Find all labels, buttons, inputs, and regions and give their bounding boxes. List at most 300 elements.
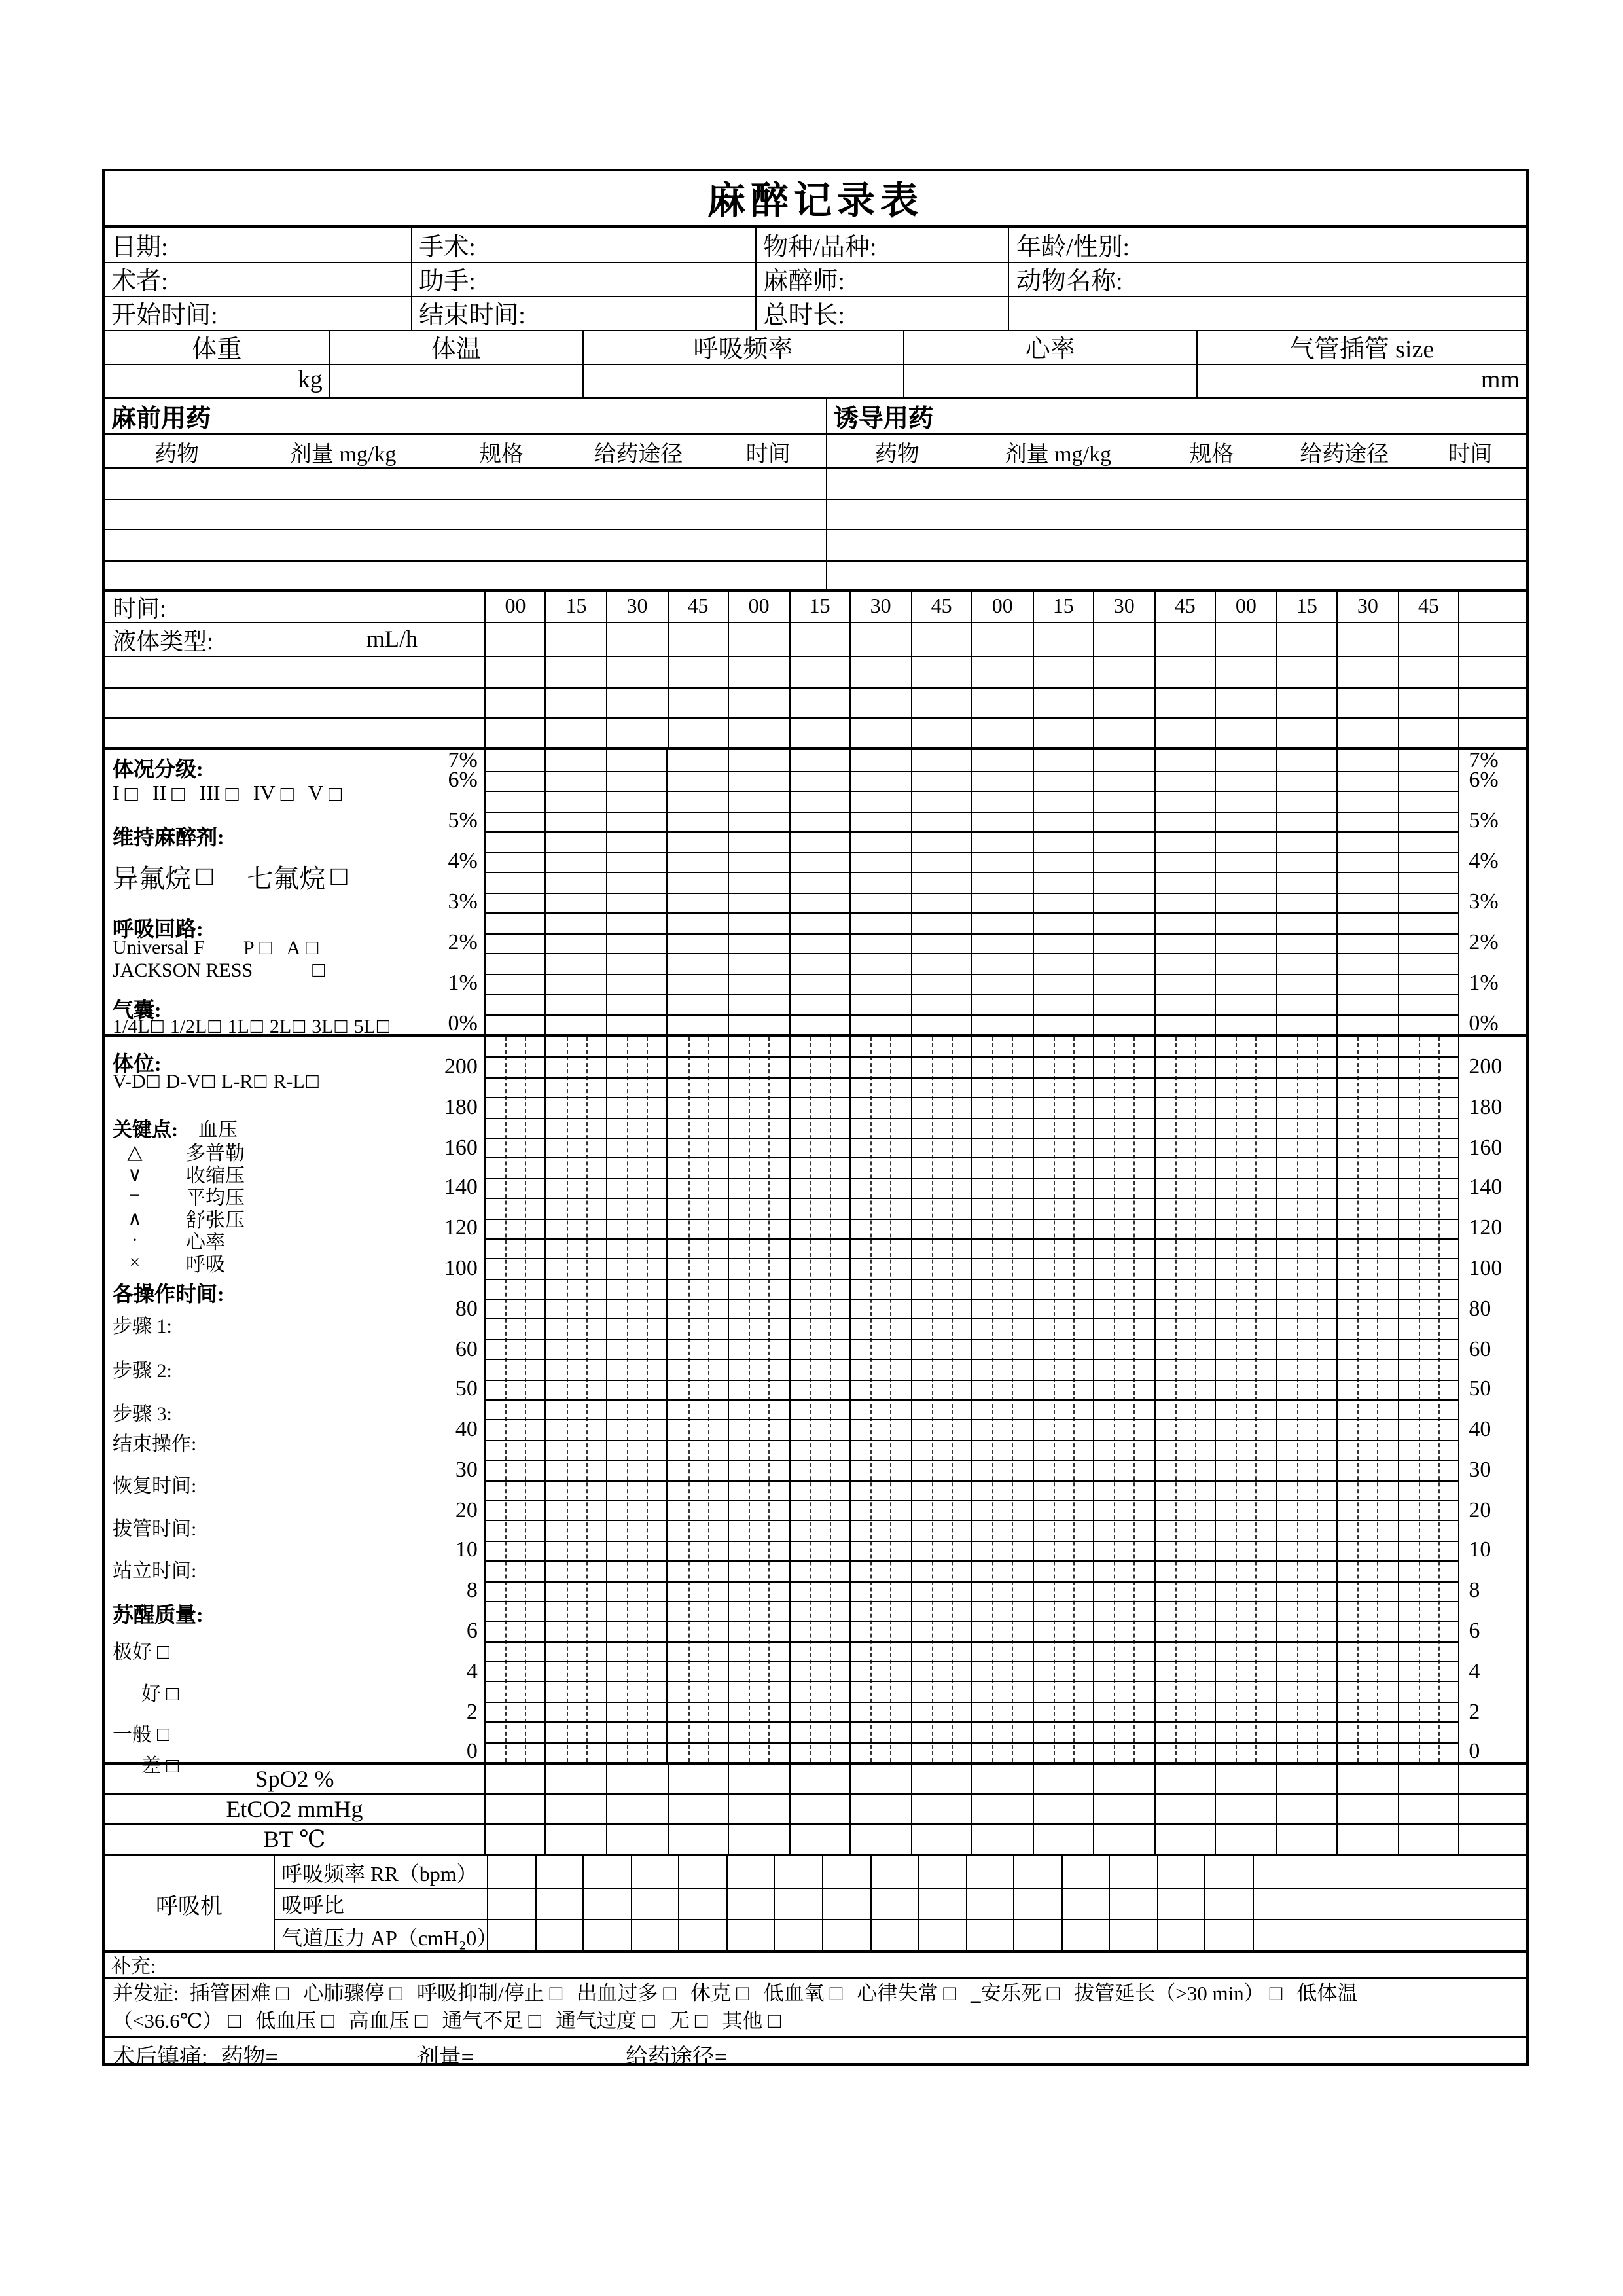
grid-cell[interactable] [918,1856,965,1888]
checkbox-icon[interactable] [293,1016,305,1039]
grid-cell[interactable] [1275,1825,1336,1854]
grid-cell[interactable] [1032,719,1093,747]
checkbox-option[interactable] [113,857,213,895]
checkbox-icon[interactable] [228,2007,241,2035]
grid-cell[interactable] [728,1765,789,1793]
time-cell[interactable] [789,592,849,622]
grid-cell[interactable] [774,1889,822,1919]
grid-cell[interactable] [606,1795,667,1823]
grid-cell[interactable] [1032,689,1093,717]
grid-cell[interactable] [849,1765,910,1793]
checkbox-option[interactable] [857,1980,956,2007]
checkbox-icon[interactable] [663,1980,676,2007]
grid-cell[interactable] [1154,689,1215,717]
grid-cell[interactable] [606,1825,667,1854]
grid-cell[interactable] [679,1856,726,1888]
time-cell[interactable] [1275,592,1336,622]
supplement-row[interactable] [105,1953,1526,1979]
grid-cell[interactable] [1154,1825,1215,1854]
checkbox-option[interactable] [227,1016,262,1039]
checkbox-icon[interactable] [550,1980,563,2007]
checkbox-option[interactable] [722,2007,781,2035]
grid-cell[interactable] [971,689,1032,717]
time-cell[interactable] [667,592,728,622]
postop-row[interactable] [105,2038,1526,2070]
grid-cell[interactable] [971,1825,1032,1854]
time-cell[interactable] [971,592,1032,622]
grid-cell[interactable] [1336,1825,1397,1854]
grid-cell[interactable] [965,1889,1013,1919]
grid-cell[interactable] [1154,657,1215,687]
grid-cell[interactable] [667,657,728,687]
premed-entry-cell[interactable] [105,530,826,560]
option-label: L-R [221,1071,253,1092]
induction-entry-cell[interactable] [826,469,1526,499]
checkbox-icon[interactable] [943,1980,956,2007]
checkbox-option[interactable] [764,1980,843,2007]
time-cell[interactable] [910,592,971,622]
grid-cell[interactable] [582,1856,630,1888]
grid-cell[interactable] [849,1795,910,1823]
grid-cell[interactable] [870,1856,918,1888]
grid-cell[interactable] [1215,657,1275,687]
grid-cell[interactable] [918,1920,965,1953]
grid-cell[interactable] [1397,1795,1458,1823]
premed-entry-cell[interactable] [105,562,826,589]
grid-cell[interactable] [488,1856,535,1888]
checkbox-icon[interactable] [157,1724,169,1746]
checkbox-option[interactable] [308,781,342,808]
checkbox-option[interactable] [270,1016,305,1039]
checkbox-icon[interactable] [202,1071,215,1094]
recovery-fair[interactable] [113,1720,169,1748]
grid-cell[interactable] [1109,1920,1157,1953]
checkbox-icon[interactable] [830,1980,843,2007]
checkbox-icon[interactable] [736,1980,749,2007]
checkbox-icon[interactable] [171,781,185,808]
grid-cell[interactable] [822,1889,870,1919]
grid-cell[interactable] [971,1795,1032,1823]
grid-cell[interactable] [1397,1825,1458,1854]
checkbox-icon[interactable] [1047,1980,1060,2007]
end-cell[interactable] [1458,1795,1526,1823]
checkbox-icon[interactable] [335,1016,348,1039]
grid-cell[interactable] [1275,1795,1336,1823]
grid-cell[interactable] [545,657,606,687]
grid-cell[interactable] [971,657,1032,687]
postop-drug-field[interactable]: 药物= [221,2044,278,2069]
recovery-good[interactable] [141,1679,179,1707]
fluid-extra-label-cell[interactable] [105,689,484,717]
grid-cell[interactable] [488,1920,535,1953]
grid-cell[interactable] [965,1920,1013,1953]
grid-cell[interactable] [667,719,728,747]
grid-cell[interactable] [545,689,606,717]
grid-cell[interactable] [1061,1889,1109,1919]
grid-cell[interactable] [1205,1889,1253,1919]
checkbox-icon[interactable] [147,1071,160,1094]
checkbox-option[interactable] [190,1980,289,2007]
grid-cell[interactable] [971,623,1032,656]
grid-cell[interactable] [545,719,606,747]
checkbox-option[interactable] [273,1071,318,1094]
time-cell[interactable] [606,592,667,622]
grid-cell[interactable] [535,1920,582,1953]
grid-cell[interactable] [1093,623,1154,656]
grid-cell[interactable] [910,623,971,656]
grid-cell[interactable] [1093,1765,1154,1793]
grid-cell[interactable] [1093,719,1154,747]
field-anesthetist[interactable] [755,263,1008,296]
grid-cell[interactable] [1013,1920,1061,1953]
field-start-time[interactable] [105,297,411,330]
grid-cell[interactable] [486,1825,545,1854]
grid-cell[interactable] [667,689,728,717]
fluid-extra-label-cell[interactable] [105,719,484,747]
checkbox-icon[interactable] [151,1016,164,1039]
grid-cell[interactable] [910,1825,971,1854]
grid-cell[interactable] [1397,623,1458,656]
checkbox-icon[interactable] [329,781,342,808]
time-cell[interactable] [1215,592,1275,622]
grid-cell[interactable] [606,657,667,687]
checkbox-icon[interactable] [1270,1980,1283,2007]
checkbox-icon[interactable] [695,2007,708,2035]
field-total-duration[interactable] [755,297,1008,330]
induction-entry-cell[interactable] [826,562,1526,589]
grid-cell[interactable] [630,1856,678,1888]
checkbox-icon[interactable] [306,937,318,961]
grid-cell[interactable] [535,1856,582,1888]
checkbox-icon[interactable] [166,1683,179,1706]
checkbox-icon[interactable] [389,1980,402,2007]
checkbox-icon[interactable] [276,1980,289,2007]
grid-cell[interactable] [789,623,849,656]
checkbox-icon[interactable] [529,2007,542,2035]
grid-cell[interactable] [667,1765,728,1793]
time-cell[interactable] [486,592,545,622]
grid-cell[interactable] [1032,1825,1093,1854]
end-cell[interactable] [1458,689,1526,717]
grid-cell[interactable] [1061,1856,1109,1888]
field-surgery[interactable] [411,228,755,262]
grid-cell[interactable] [1093,1795,1154,1823]
checkbox-option[interactable] [247,857,347,895]
grid-cell[interactable] [1336,623,1397,656]
grid-cell[interactable] [667,623,728,656]
premed-entry-cell[interactable] [105,469,826,499]
grid-cell[interactable] [630,1920,678,1953]
grid-cell[interactable] [1336,657,1397,687]
grid-cell[interactable] [1157,1856,1205,1888]
grid-cell[interactable] [1032,623,1093,656]
grid-cell[interactable] [1397,1765,1458,1793]
grid-cell[interactable] [728,1825,789,1854]
grid-cell[interactable] [1215,623,1275,656]
grid-cell[interactable] [486,689,545,717]
grid-cell[interactable] [582,1889,630,1919]
grid-cell[interactable] [870,1889,918,1919]
grid-cell[interactable] [1215,1825,1275,1854]
end-cell[interactable] [1253,1920,1321,1953]
grid-cell[interactable] [1275,657,1336,687]
time-cell[interactable] [728,592,789,622]
field-date[interactable] [105,228,411,262]
grid-cell[interactable] [1109,1856,1157,1888]
grid-cell[interactable] [910,657,971,687]
grid-cell[interactable] [1205,1856,1253,1888]
grid-cell[interactable] [545,623,606,656]
grid-cell[interactable] [1109,1889,1157,1919]
input-weight[interactable] [105,365,329,397]
checkbox-icon[interactable] [312,960,325,982]
time-cell[interactable] [1336,592,1397,622]
grid-cell[interactable] [545,1765,606,1793]
premed-entry-cell[interactable] [105,500,826,529]
grid-cell[interactable] [728,657,789,687]
grid-cell[interactable] [1397,657,1458,687]
grid-cell[interactable] [789,657,849,687]
checkbox-icon[interactable] [768,2007,781,2035]
grid-cell[interactable] [606,623,667,656]
grid-cell[interactable] [910,1795,971,1823]
field-animal-name[interactable] [1008,263,1526,296]
checkbox-option[interactable] [354,1016,389,1039]
end-cell[interactable] [1458,657,1526,687]
grid-cell[interactable] [728,623,789,656]
grid-cell[interactable] [486,657,545,687]
checkbox-option[interactable] [1074,1980,1282,2007]
grid-cell[interactable] [1032,657,1093,687]
end-cell[interactable] [1458,623,1526,656]
end-cell[interactable] [1458,592,1526,622]
grid-cell[interactable] [1093,1825,1154,1854]
grid-cell[interactable] [910,689,971,717]
checkbox-option[interactable] [113,1016,164,1039]
input-heart-rate[interactable] [903,365,1196,397]
grid-cell[interactable] [1205,1920,1253,1953]
grid-cell[interactable] [728,689,789,717]
grid-cell[interactable] [1013,1856,1061,1888]
checkbox-option[interactable] [669,2007,708,2035]
grid-cell[interactable] [849,689,910,717]
vital-chart-grid[interactable] [484,1037,1459,1762]
grid-cell[interactable] [1215,719,1275,747]
grid-cell[interactable] [789,1765,849,1793]
grid-cell[interactable] [1275,623,1336,656]
grid-cell[interactable] [726,1920,774,1953]
checkbox-option[interactable] [113,1071,160,1094]
field-empty[interactable] [1008,297,1526,330]
grid-cell[interactable] [789,1795,849,1823]
grid-cell[interactable] [1336,689,1397,717]
checkbox-option[interactable] [287,937,319,961]
grid-cell[interactable] [1336,1795,1397,1823]
checkbox-icon[interactable] [251,1016,263,1039]
grid-cell[interactable] [486,1795,545,1823]
checkbox-option[interactable] [166,1071,215,1094]
grid-cell[interactable] [1275,1765,1336,1793]
field-end-time[interactable] [411,297,755,330]
grid-cell[interactable] [1093,689,1154,717]
checkbox-icon[interactable] [157,1641,169,1664]
grid-cell[interactable] [1061,1920,1109,1953]
end-cell[interactable] [1458,1825,1526,1854]
grid-cell[interactable] [849,657,910,687]
end-cell[interactable] [1458,719,1526,747]
checkbox-option[interactable] [556,2007,655,2035]
grid-cell[interactable] [1013,1889,1061,1919]
grid-cell[interactable] [1275,719,1336,747]
grid-cell[interactable] [606,689,667,717]
checkbox-option[interactable] [200,781,239,808]
time-cell[interactable] [1397,592,1458,622]
grid-cell[interactable] [486,623,545,656]
end-cell[interactable] [1253,1856,1321,1888]
grid-cell[interactable] [535,1889,582,1919]
checkbox-option[interactable] [221,1071,266,1094]
checkbox-icon[interactable] [260,937,272,961]
grid-cell[interactable] [1154,1765,1215,1793]
grid-cell[interactable] [971,719,1032,747]
grid-cell[interactable] [728,719,789,747]
grid-cell[interactable] [582,1920,630,1953]
grid-cell[interactable] [728,1795,789,1823]
grid-cell[interactable] [918,1889,965,1919]
time-cell[interactable] [1032,592,1093,622]
grid-cell[interactable] [1215,689,1275,717]
grid-cell[interactable] [1397,719,1458,747]
checkbox-icon[interactable] [125,781,138,808]
checkbox-icon[interactable] [642,2007,655,2035]
checkbox-option[interactable] [303,1980,402,2007]
grid-cell[interactable] [606,719,667,747]
grid-cell[interactable] [870,1920,918,1953]
grid-cell[interactable] [774,1920,822,1953]
grid-cell[interactable] [1032,1795,1093,1823]
checkbox-option[interactable] [971,1980,1060,2007]
checkbox-option[interactable] [243,937,272,961]
time-cell[interactable] [545,592,606,622]
grid-cell[interactable] [1336,719,1397,747]
grid-cell[interactable] [822,1856,870,1888]
grid-cell[interactable] [1157,1889,1205,1919]
field-surgeon[interactable] [105,263,411,296]
checkbox-icon[interactable] [321,2007,334,2035]
checkbox-option[interactable] [113,781,138,808]
grid-cell[interactable] [849,1825,910,1854]
grid-cell[interactable] [1154,719,1215,747]
postop-dose-field[interactable]: 剂量= [416,2044,474,2069]
grid-cell[interactable] [1154,623,1215,656]
recovery-excellent[interactable] [113,1638,169,1665]
checkbox-option[interactable] [312,1016,347,1039]
time-cell[interactable] [849,592,910,622]
checkbox-icon[interactable] [196,860,213,893]
field-species[interactable] [755,228,1008,262]
time-cell[interactable] [1154,592,1215,622]
checkbox-option[interactable] [152,781,185,808]
grid-cell[interactable] [1215,1795,1275,1823]
checkbox-option[interactable] [577,1980,676,2007]
grid-cell[interactable] [679,1889,726,1919]
checkbox-option[interactable] [690,1980,749,2007]
checkbox-option[interactable] [442,2007,541,2035]
checkbox-option[interactable] [253,781,294,808]
grid-cell[interactable] [789,1825,849,1854]
input-et-tube-size[interactable] [1196,365,1526,397]
grid-cell[interactable] [545,1825,606,1854]
checkbox-icon[interactable] [226,781,239,808]
grid-cell[interactable] [789,719,849,747]
grid-cell[interactable] [1275,689,1336,717]
grid-cell[interactable] [910,1765,971,1793]
end-cell[interactable] [1458,1765,1526,1793]
checkbox-icon[interactable] [330,860,347,893]
checkbox-icon[interactable] [281,781,294,808]
grid-cell[interactable] [545,1795,606,1823]
grid-cell[interactable] [1154,1795,1215,1823]
grid-cell[interactable] [726,1856,774,1888]
grid-cell[interactable] [822,1920,870,1953]
postop-route-field[interactable]: 给药途径= [625,2044,728,2069]
input-respiratory-rate[interactable] [582,365,902,397]
grid-cell[interactable] [774,1856,822,1888]
grid-cell[interactable] [726,1889,774,1919]
checkbox-icon[interactable] [208,1016,221,1039]
grid-cell[interactable] [849,719,910,747]
checkbox-icon[interactable] [254,1071,266,1094]
grid-cell[interactable] [486,1765,545,1793]
induction-entry-cell[interactable] [826,530,1526,560]
checkbox-option[interactable] [417,1980,562,2007]
grid-cell[interactable] [1397,689,1458,717]
grid-cell[interactable] [789,689,849,717]
grid-cell[interactable] [679,1920,726,1953]
fluid-label-cell[interactable] [105,623,484,656]
checkbox-option[interactable] [255,2007,334,2035]
grid-cell[interactable] [486,719,545,747]
time-cell[interactable] [1093,592,1154,622]
grid-cell[interactable] [1215,1765,1275,1793]
input-temperature[interactable] [329,365,582,397]
grid-cell[interactable] [1336,1765,1397,1793]
grid-cell[interactable] [630,1889,678,1919]
checkbox-icon[interactable] [415,2007,428,2035]
checkbox-option[interactable] [113,2007,241,2035]
grid-cell[interactable] [849,623,910,656]
grid-cell[interactable] [965,1856,1013,1888]
checkbox-option[interactable] [349,2007,428,2035]
grid-cell[interactable] [606,1765,667,1793]
checkbox-option[interactable] [170,1016,221,1039]
grid-cell[interactable] [1093,657,1154,687]
end-cell[interactable] [1253,1889,1321,1919]
grid-cell[interactable] [1157,1920,1205,1953]
grid-cell[interactable] [971,1765,1032,1793]
grid-cell[interactable] [910,719,971,747]
grid-cell[interactable] [488,1889,535,1919]
grid-cell[interactable] [667,1825,728,1854]
field-age-sex[interactable] [1008,228,1526,262]
field-assistant[interactable] [411,263,755,296]
induction-entry-cell[interactable] [826,500,1526,529]
percent-grid[interactable] [484,750,1459,1034]
grid-cell[interactable] [1032,1765,1093,1793]
fluid-extra-label-cell[interactable] [105,657,484,687]
grid-cell[interactable] [667,1795,728,1823]
checkbox-icon[interactable] [306,1071,319,1094]
